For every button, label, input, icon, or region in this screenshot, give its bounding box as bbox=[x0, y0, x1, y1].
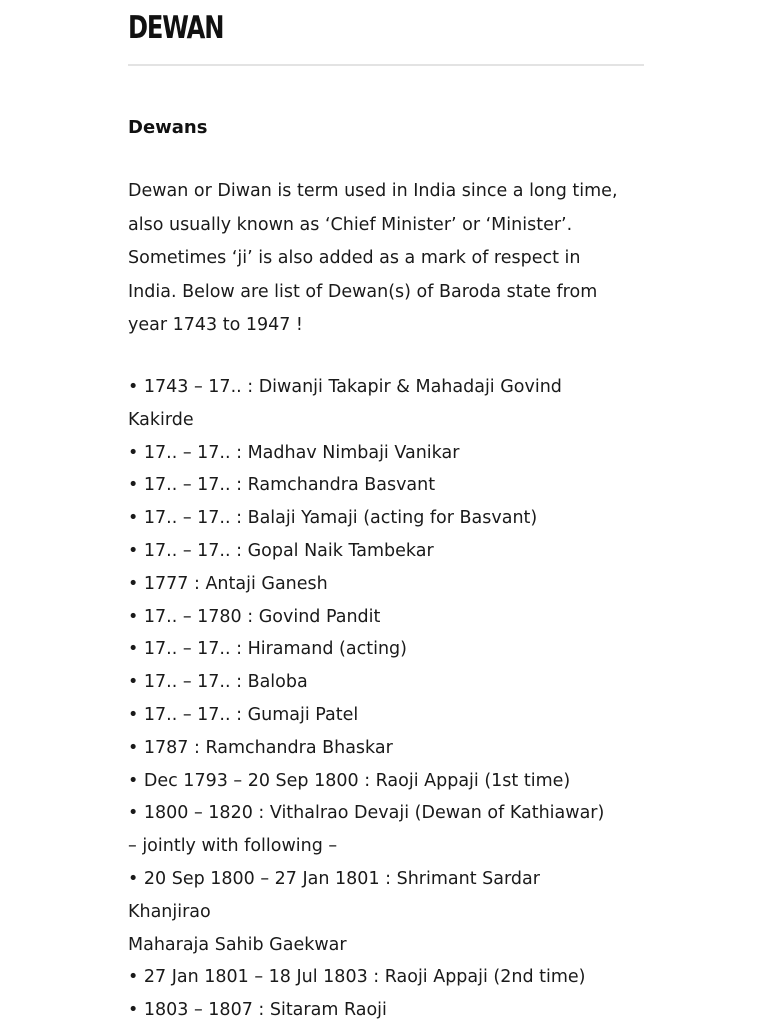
intro-line: also usually known as ‘Chief Minister’ or ‘Minister’. bbox=[128, 214, 573, 235]
list-item: • 17.. – 17.. : Baloba bbox=[128, 672, 308, 693]
list-item: • 17.. – 17.. : Hiramand (acting) bbox=[128, 639, 407, 660]
list-item: • 17.. – 17.. : Ramchandra Basvant bbox=[128, 475, 436, 496]
intro-paragraph bbox=[128, 175, 648, 343]
list-item: • 27 Jan 1801 – 18 Jul 1803 : Raoji Appaji (2nd time) bbox=[128, 967, 586, 988]
list-item: Kakirde bbox=[128, 409, 194, 430]
section-heading: Dewans bbox=[128, 117, 208, 138]
list-item: • 17.. – 17.. : Madhav Nimbaji Vanikar bbox=[128, 442, 460, 463]
list-item: – jointly with following – bbox=[128, 836, 338, 857]
list-item: Maharaja Sahib Gaekwar bbox=[128, 934, 347, 955]
intro-line: Dewan or Diwan is term used in India since a long time, bbox=[128, 181, 618, 201]
title-divider bbox=[128, 64, 644, 66]
list-item: • 17.. – 1780 : Govind Pandit bbox=[128, 606, 381, 627]
list-item: • 17.. – 17.. : Gumaji Patel bbox=[128, 704, 359, 725]
intro-line: Sometimes ‘ji’ is also added as a mark of respect in bbox=[128, 248, 581, 268]
list-item: • 1787 : Ramchandra Bhaskar bbox=[128, 737, 393, 758]
list-item: • 1800 – 1820 : Vithalrao Devaji (Dewan of Kathiawar) bbox=[128, 803, 605, 824]
list-item: • 17.. – 17.. : Gopal Naik Tambekar bbox=[128, 540, 434, 561]
list-item: • 17.. – 17.. : Balaji Yamaji (acting for Basvant) bbox=[128, 508, 538, 529]
dewan-list bbox=[128, 371, 648, 1027]
intro-line: year 1743 to 1947 ! bbox=[128, 315, 303, 335]
list-item: • Dec 1793 – 20 Sep 1800 : Raoji Appaji (1st time) bbox=[128, 770, 571, 791]
list-item: • 20 Sep 1800 – 27 Jan 1801 : Shrimant Sardar bbox=[128, 868, 540, 889]
list-item: • 1777 : Antaji Ganesh bbox=[128, 573, 328, 594]
list-item: Khanjirao bbox=[128, 901, 211, 922]
intro-line: India. Below are list of Dewan(s) of Baroda state from bbox=[128, 281, 598, 302]
list-item: • 1803 – 1807 : Sitaram Raoji bbox=[128, 1000, 387, 1021]
page-title: DEWAN bbox=[128, 10, 224, 46]
list-item: • 1743 – 17.. : Diwanji Takapir & Mahadaji Govind bbox=[128, 377, 562, 397]
